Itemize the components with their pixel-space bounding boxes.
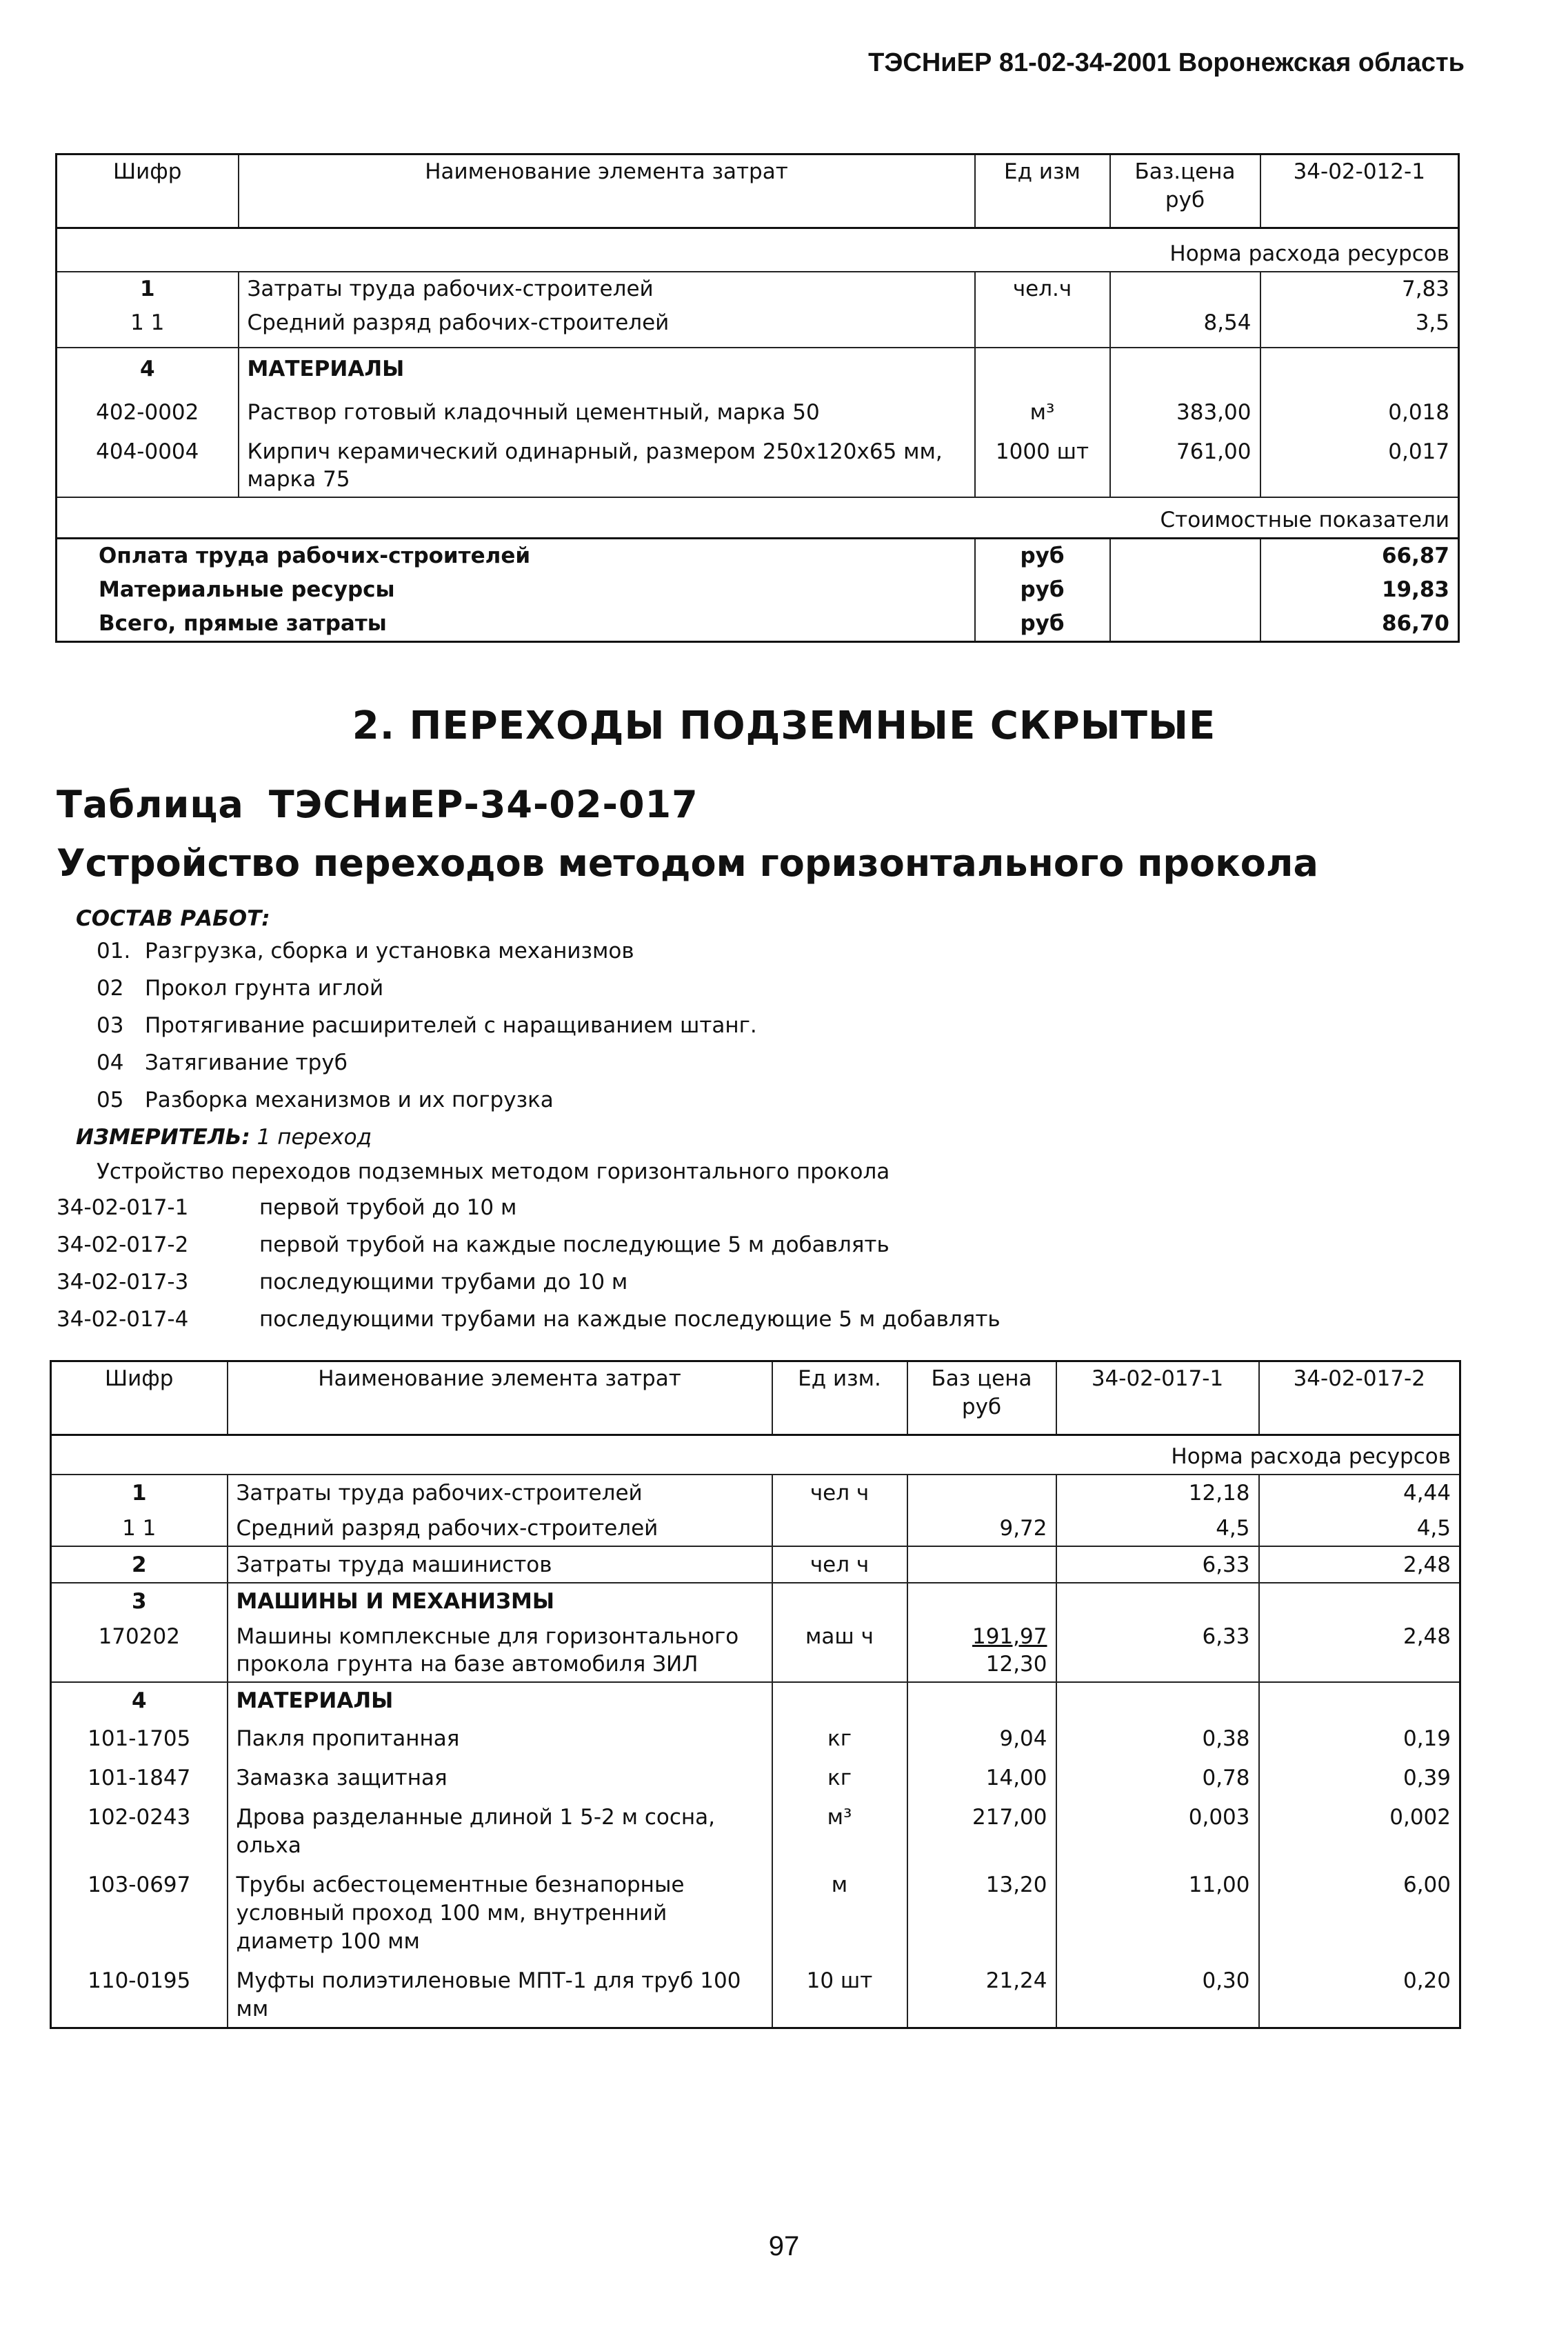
column-header: 34-02-012-1 [1260, 154, 1459, 228]
total-value: 86,70 [1260, 607, 1459, 641]
cell-unit: чел ч [772, 1475, 907, 1510]
cell-unit: кг [772, 1718, 907, 1757]
cell-code: 1 [51, 1475, 228, 1510]
cell-unit: 1000 шт [975, 430, 1110, 498]
list-item: 34-02-017-2 первой трубой на каждые последующие 5 м добавлять [57, 1232, 889, 1257]
total-row [57, 539, 1459, 573]
cell-norm-1: 0,003 [1056, 1797, 1259, 1864]
cell-unit [975, 348, 1110, 386]
cell-unit [772, 1583, 907, 1619]
cell-price [907, 1546, 1056, 1583]
cell-price: 217,00 [907, 1797, 1056, 1864]
cell-unit [772, 1510, 907, 1546]
cell-price: 9,04 [907, 1718, 1056, 1757]
total-price-empty [1110, 573, 1260, 607]
table-row [57, 430, 1459, 498]
cell-name: Затраты труда машинистов [228, 1546, 772, 1583]
total-unit: руб [975, 573, 1110, 607]
cell-price [907, 1619, 1056, 1683]
cell-norm-2: 4,44 [1259, 1475, 1460, 1510]
cell-norm-1: 0,78 [1056, 1757, 1259, 1797]
cell-price [1110, 348, 1260, 386]
cell-unit: м [772, 1864, 907, 1960]
cell-norm-2 [1259, 1682, 1460, 1718]
cell-norm-2: 2,48 [1259, 1546, 1460, 1583]
cell-norm-2 [1259, 1583, 1460, 1619]
table-row [57, 306, 1459, 348]
total-price-empty [1110, 607, 1260, 641]
cell-price [907, 1475, 1056, 1510]
list-item: 34-02-017-3 последующими трубами до 10 м [57, 1270, 628, 1295]
cell-norm-1: 11,00 [1056, 1864, 1259, 1960]
cell-unit [772, 1682, 907, 1718]
cell-norm-2: 6,00 [1259, 1864, 1460, 1960]
column-header: 34-02-017-2 [1259, 1361, 1460, 1435]
total-name: Материальные ресурсы [99, 577, 395, 603]
total-unit: руб [975, 607, 1110, 641]
cell-unit: маш ч [772, 1619, 907, 1683]
cell-name: Средний разряд рабочих-строителей [239, 306, 975, 348]
column-header: Баз.цена руб [1110, 154, 1260, 228]
cell-code: 101-1705 [88, 1726, 191, 1752]
total-price-empty [1110, 539, 1260, 573]
cell-norm-2: 0,19 [1259, 1718, 1460, 1757]
table-code: ТЭСНиЕР-34-02-017 [268, 783, 698, 826]
norm-label-row [51, 1435, 1460, 1475]
section-title: 2. ПЕРЕХОДЫ ПОДЗЕМНЫЕ СКРЫТЫЕ [352, 703, 1216, 748]
column-header: Ед изм. [772, 1361, 907, 1435]
table-row [51, 1546, 1460, 1583]
cell-unit: м³ [975, 386, 1110, 430]
table-row [51, 1864, 1460, 1960]
cell-name: Средний разряд рабочих-строителей [228, 1510, 772, 1546]
measure-value: 1 переход [257, 1125, 372, 1150]
cell-price: 383,00 [1110, 386, 1260, 430]
cell-price [907, 1583, 1056, 1619]
measure-label: ИЗМЕРИТЕЛЬ: [76, 1125, 250, 1150]
cell-name: Трубы асбестоцементные безнапорные условный проход 100 мм, внутренний диаметр 100 мм [228, 1864, 772, 1960]
cell-name: МАТЕРИАЛЫ [228, 1682, 772, 1718]
cell-name: МАШИНЫ И МЕХАНИЗМЫ [228, 1583, 772, 1619]
table-header-row [57, 154, 1459, 228]
cell-price: 14,00 [907, 1757, 1056, 1797]
list-item: 03 Протягивание расширителей с наращиванием штанг. [97, 1013, 757, 1038]
cell-price: 9,72 [907, 1510, 1056, 1546]
list-item: 34-02-017-4 последующими трубами на каждые последующие 5 м добавлять [57, 1307, 1001, 1332]
table-row [51, 1757, 1460, 1797]
cell-norm-1: 6,33 [1056, 1619, 1259, 1683]
cell-code: 2 [51, 1546, 228, 1583]
cell-norm-1: 4,5 [1056, 1510, 1259, 1546]
cell-norm-2: 0,20 [1259, 1960, 1460, 2028]
total-unit: руб [975, 539, 1110, 573]
cell-norm-1: 0,30 [1056, 1960, 1259, 2028]
cell-name: Машины комплексные для горизонтального прокола грунта на базе автомобиля ЗИЛ [228, 1619, 772, 1683]
cell-norm-1 [1056, 1583, 1259, 1619]
cell-norm: 0,018 [1260, 386, 1459, 430]
cell-price [1110, 272, 1260, 306]
list-item: 34-02-017-1 первой трубой до 10 м [57, 1195, 517, 1220]
cell-name: Муфты полиэтиленовые МПТ-1 для труб 100 мм [228, 1960, 772, 2028]
cell-norm: 3,5 [1260, 306, 1459, 348]
cell-code: 170202 [98, 1623, 180, 1649]
table-label: Таблица [57, 783, 244, 826]
column-header: Наименование элемента затрат [239, 154, 975, 228]
table-row [57, 348, 1459, 386]
table-row [51, 1960, 1460, 2028]
cell-norm-1: 0,38 [1056, 1718, 1259, 1757]
cell-code: 1 [57, 272, 239, 306]
cell-price: 21,24 [907, 1960, 1056, 2028]
table-row [57, 386, 1459, 430]
cell-code: 3 [51, 1583, 228, 1619]
cell-code: 103-0697 [88, 1872, 191, 1897]
cell-norm-2: 2,48 [1259, 1619, 1460, 1683]
cell-code: 4 [57, 348, 239, 386]
cell-name: Раствор готовый кладочный цементный, марка 50 [239, 386, 975, 430]
cell-price: 8,54 [1110, 306, 1260, 348]
table-row [51, 1583, 1460, 1619]
table-header-row [51, 1361, 1460, 1435]
total-row [57, 573, 1459, 607]
page-number: 97 [768, 2231, 800, 2261]
cell-code: 1 1 [130, 310, 165, 335]
cell-code: 4 [51, 1682, 228, 1718]
list-item: 04 Затягивание труб [97, 1050, 348, 1075]
norm-label: Норма расхода ресурсов [51, 1435, 1460, 1475]
resource-table-34-02-017 [50, 1360, 1461, 2029]
cell-name: Дрова разделанные длиной 1 5-2 м сосна, ольха [228, 1797, 772, 1864]
running-header: ТЭСНиЕР 81-02-34-2001 Воронежская область [868, 48, 1465, 77]
cell-code: 102-0243 [88, 1805, 191, 1830]
column-header: Шифр [113, 159, 182, 184]
norm-label-row [57, 228, 1459, 272]
cell-name: Затраты труда рабочих-строителей [228, 1475, 772, 1510]
work-composition-label: СОСТАВ РАБОТ: [76, 906, 270, 931]
cell-unit: чел ч [772, 1546, 907, 1583]
table-row [51, 1475, 1460, 1510]
measure-line [76, 1119, 372, 1156]
cell-code: 402-0002 [96, 399, 199, 425]
cell-norm [1260, 348, 1459, 386]
cost-label: Стоимостные показатели [57, 497, 1459, 538]
list-item: 01. Разгрузка, сборка и установка механизмов [97, 939, 634, 963]
price-line-1: 191,97 [972, 1623, 1047, 1649]
total-name: Оплата труда рабочих-строителей [57, 539, 975, 573]
column-header: Наименование элемента затрат [228, 1361, 772, 1435]
cell-norm-2: 0,002 [1259, 1797, 1460, 1864]
variants-intro: Устройство переходов подземных методом горизонтального прокола [97, 1159, 890, 1184]
table-row [57, 272, 1459, 306]
table-row [51, 1797, 1460, 1864]
cell-name: Затраты труда рабочих-строителей [239, 272, 975, 306]
cell-norm: 7,83 [1260, 272, 1459, 306]
list-item: 02 Прокол грунта иглой [97, 976, 384, 1001]
table-row [51, 1619, 1460, 1683]
price-line-2: 12,30 [985, 1652, 1047, 1677]
table-heading: Устройство переходов методом горизонтального прокола [57, 841, 1318, 885]
cell-norm-2: 0,39 [1259, 1757, 1460, 1797]
cell-unit [975, 306, 1110, 348]
resource-table-34-02-012 [55, 153, 1460, 643]
work-composition-list [97, 932, 757, 1119]
cell-norm-1: 12,18 [1056, 1475, 1259, 1510]
cell-norm-1 [1056, 1682, 1259, 1718]
cell-code: 101-1847 [88, 1766, 191, 1791]
cell-name: Замазка защитная [228, 1757, 772, 1797]
total-row [57, 607, 1459, 641]
cell-price: 761,00 [1110, 430, 1260, 498]
column-header: Шифр [105, 1366, 174, 1391]
total-value: 66,87 [1260, 539, 1459, 573]
cell-name: МАТЕРИАЛЫ [239, 348, 975, 386]
table-row [51, 1510, 1460, 1546]
cell-unit: кг [772, 1757, 907, 1797]
column-header: 34-02-017-1 [1056, 1361, 1259, 1435]
table-row [51, 1718, 1460, 1757]
column-header: Баз цена руб [907, 1361, 1056, 1435]
cell-norm-2: 4,5 [1259, 1510, 1460, 1546]
cell-name: Пакля пропитанная [228, 1718, 772, 1757]
cell-norm: 0,017 [1260, 430, 1459, 498]
total-value: 19,83 [1260, 573, 1459, 607]
cell-unit: чел.ч [975, 272, 1110, 306]
cost-label-row [57, 497, 1459, 538]
total-name: Всего, прямые затраты [99, 611, 387, 637]
cell-code: 404-0004 [96, 439, 199, 464]
cell-unit: м³ [772, 1797, 907, 1864]
cell-code: 1 1 [122, 1515, 157, 1541]
list-item: 05 Разборка механизмов и их погрузка [97, 1088, 554, 1112]
norm-label: Норма расхода ресурсов [57, 228, 1459, 272]
cell-unit: 10 шт [772, 1960, 907, 2028]
cell-code: 110-0195 [88, 1968, 191, 1993]
cell-price [907, 1682, 1056, 1718]
table-title [57, 783, 698, 826]
cell-price: 13,20 [907, 1864, 1056, 1960]
column-header: Ед изм [975, 154, 1110, 228]
table-row [51, 1682, 1460, 1718]
cell-name: Кирпич керамический одинарный, размером 250х120х65 мм, марка 75 [239, 430, 975, 498]
variants-list [57, 1189, 1001, 1338]
cell-norm-1: 6,33 [1056, 1546, 1259, 1583]
